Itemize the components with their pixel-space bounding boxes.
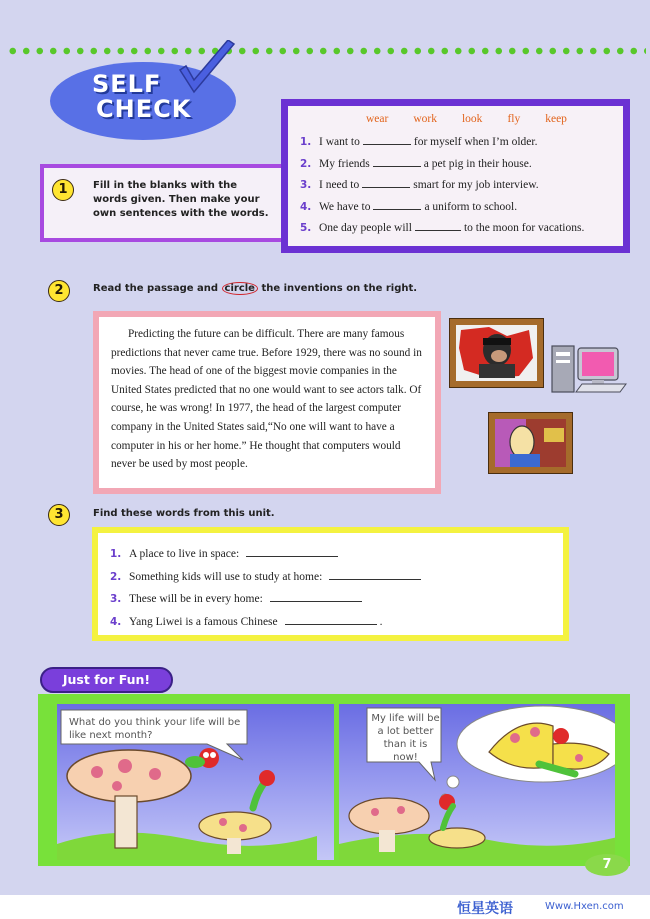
word-bank (300, 113, 613, 125)
exercise-item (300, 218, 613, 240)
item-suffix: . (379, 615, 383, 628)
site-name[interactable]: 恒星英语 (457, 901, 513, 917)
exercise-1-list (300, 132, 613, 240)
item-number: 2. (110, 570, 122, 583)
page-number: 7 (585, 854, 629, 876)
item-text: smart for my job interview. (413, 179, 539, 192)
item-number: 3. (300, 179, 312, 192)
item-text: for myself when I’m older. (413, 136, 538, 148)
computer-image[interactable] (550, 340, 630, 396)
answer-blank[interactable] (373, 200, 421, 210)
item-text: Yang Liwei is a famous Chinese (129, 615, 278, 628)
speech-bubble-2: My life will be a lot better than it is now! (371, 713, 440, 763)
exercise-item (300, 175, 613, 197)
item-number: 4. (300, 200, 312, 213)
answer-blank[interactable] (415, 221, 461, 231)
item-text: I need to (319, 179, 360, 192)
instruction-text: Read the passage and (93, 283, 219, 294)
exercise-3-list (110, 543, 549, 633)
instruction-text: the inventions on the right. (261, 283, 418, 294)
reading-passage-box (93, 311, 441, 494)
just-for-fun-label: Just for Fun! (40, 667, 173, 693)
answer-blank[interactable] (329, 570, 421, 580)
item-number: 3. (110, 593, 122, 605)
item-number: 2. (300, 157, 312, 170)
circled-word: circle (222, 282, 258, 295)
reading-passage: Predicting the future can be difficult. There are many famous predictions that never came true. Before 1929, there was no sound in movies. The head of one of the biggest movie companies in the United States predicted that no one would want to see actors talk. Of course, he was wrong! In 1977, the head of the largest computer company in the United States said,“No one will want to have a computer in his or her home.” He thought that computers would never be used by most people. (99, 317, 435, 488)
item-text: to the moon for vacations. (463, 222, 585, 235)
answer-blank[interactable] (363, 135, 411, 145)
dotted-divider (6, 47, 646, 55)
word-bank-item: wear (366, 113, 389, 125)
answer-blank[interactable] (246, 547, 338, 557)
section-1-instruction-box (40, 164, 288, 242)
talking-movie-image[interactable] (449, 318, 544, 388)
section-1-number: 1 (52, 179, 74, 201)
item-number: 5. (300, 222, 312, 235)
title-line-1: SELF (92, 70, 162, 98)
item-text: Something kids will use to study at home: (129, 570, 323, 583)
exercise-item (110, 588, 549, 611)
speech-bubble-1: What do you think your life will be like next month? (69, 717, 241, 741)
comic-strip (38, 694, 630, 866)
section-2-instruction (93, 283, 417, 294)
checkmark-icon (172, 40, 242, 100)
item-text: a uniform to school. (424, 200, 518, 213)
word-bank-item: work (413, 113, 437, 125)
item-text: a pet pig in their house. (423, 157, 532, 170)
title-line-2: CHECK (96, 95, 192, 123)
portrait-image[interactable] (488, 412, 573, 474)
item-text: My friends (319, 157, 370, 170)
word-bank-item: keep (545, 113, 567, 125)
section-3-instruction: Find these words from this unit. (93, 508, 275, 519)
section-3-number: 3 (48, 504, 70, 526)
exercise-3-box (92, 527, 569, 641)
item-text: A place to live in space: (129, 548, 240, 560)
item-text: We have to (319, 200, 371, 213)
answer-blank[interactable] (270, 592, 362, 602)
section-1-instruction: Fill in the blanks with the words given. Then make your own sentences with the words. (93, 180, 269, 219)
comic-panel-1 (57, 704, 334, 860)
item-number: 4. (110, 615, 122, 628)
exercise-item (110, 611, 549, 634)
exercise-item (110, 566, 549, 589)
exercise-1-box (281, 99, 630, 253)
word-bank-item: look (461, 113, 483, 125)
item-text: I want to (319, 136, 360, 148)
item-number: 1. (300, 136, 312, 148)
item-number: 1. (110, 548, 122, 560)
exercise-item (110, 543, 549, 566)
site-url[interactable]: Www.Hxen.com (545, 901, 624, 912)
item-text: One day people will (319, 222, 412, 235)
comic-panel-2 (339, 704, 616, 860)
item-text: These will be in every home: (129, 593, 263, 605)
answer-blank[interactable] (285, 615, 377, 625)
exercise-item (300, 197, 613, 219)
section-2-number: 2 (48, 280, 70, 302)
exercise-item (300, 154, 613, 176)
word-bank-item: fly (507, 113, 521, 125)
answer-blank[interactable] (373, 157, 421, 167)
exercise-item (300, 132, 613, 154)
answer-blank[interactable] (362, 178, 410, 188)
